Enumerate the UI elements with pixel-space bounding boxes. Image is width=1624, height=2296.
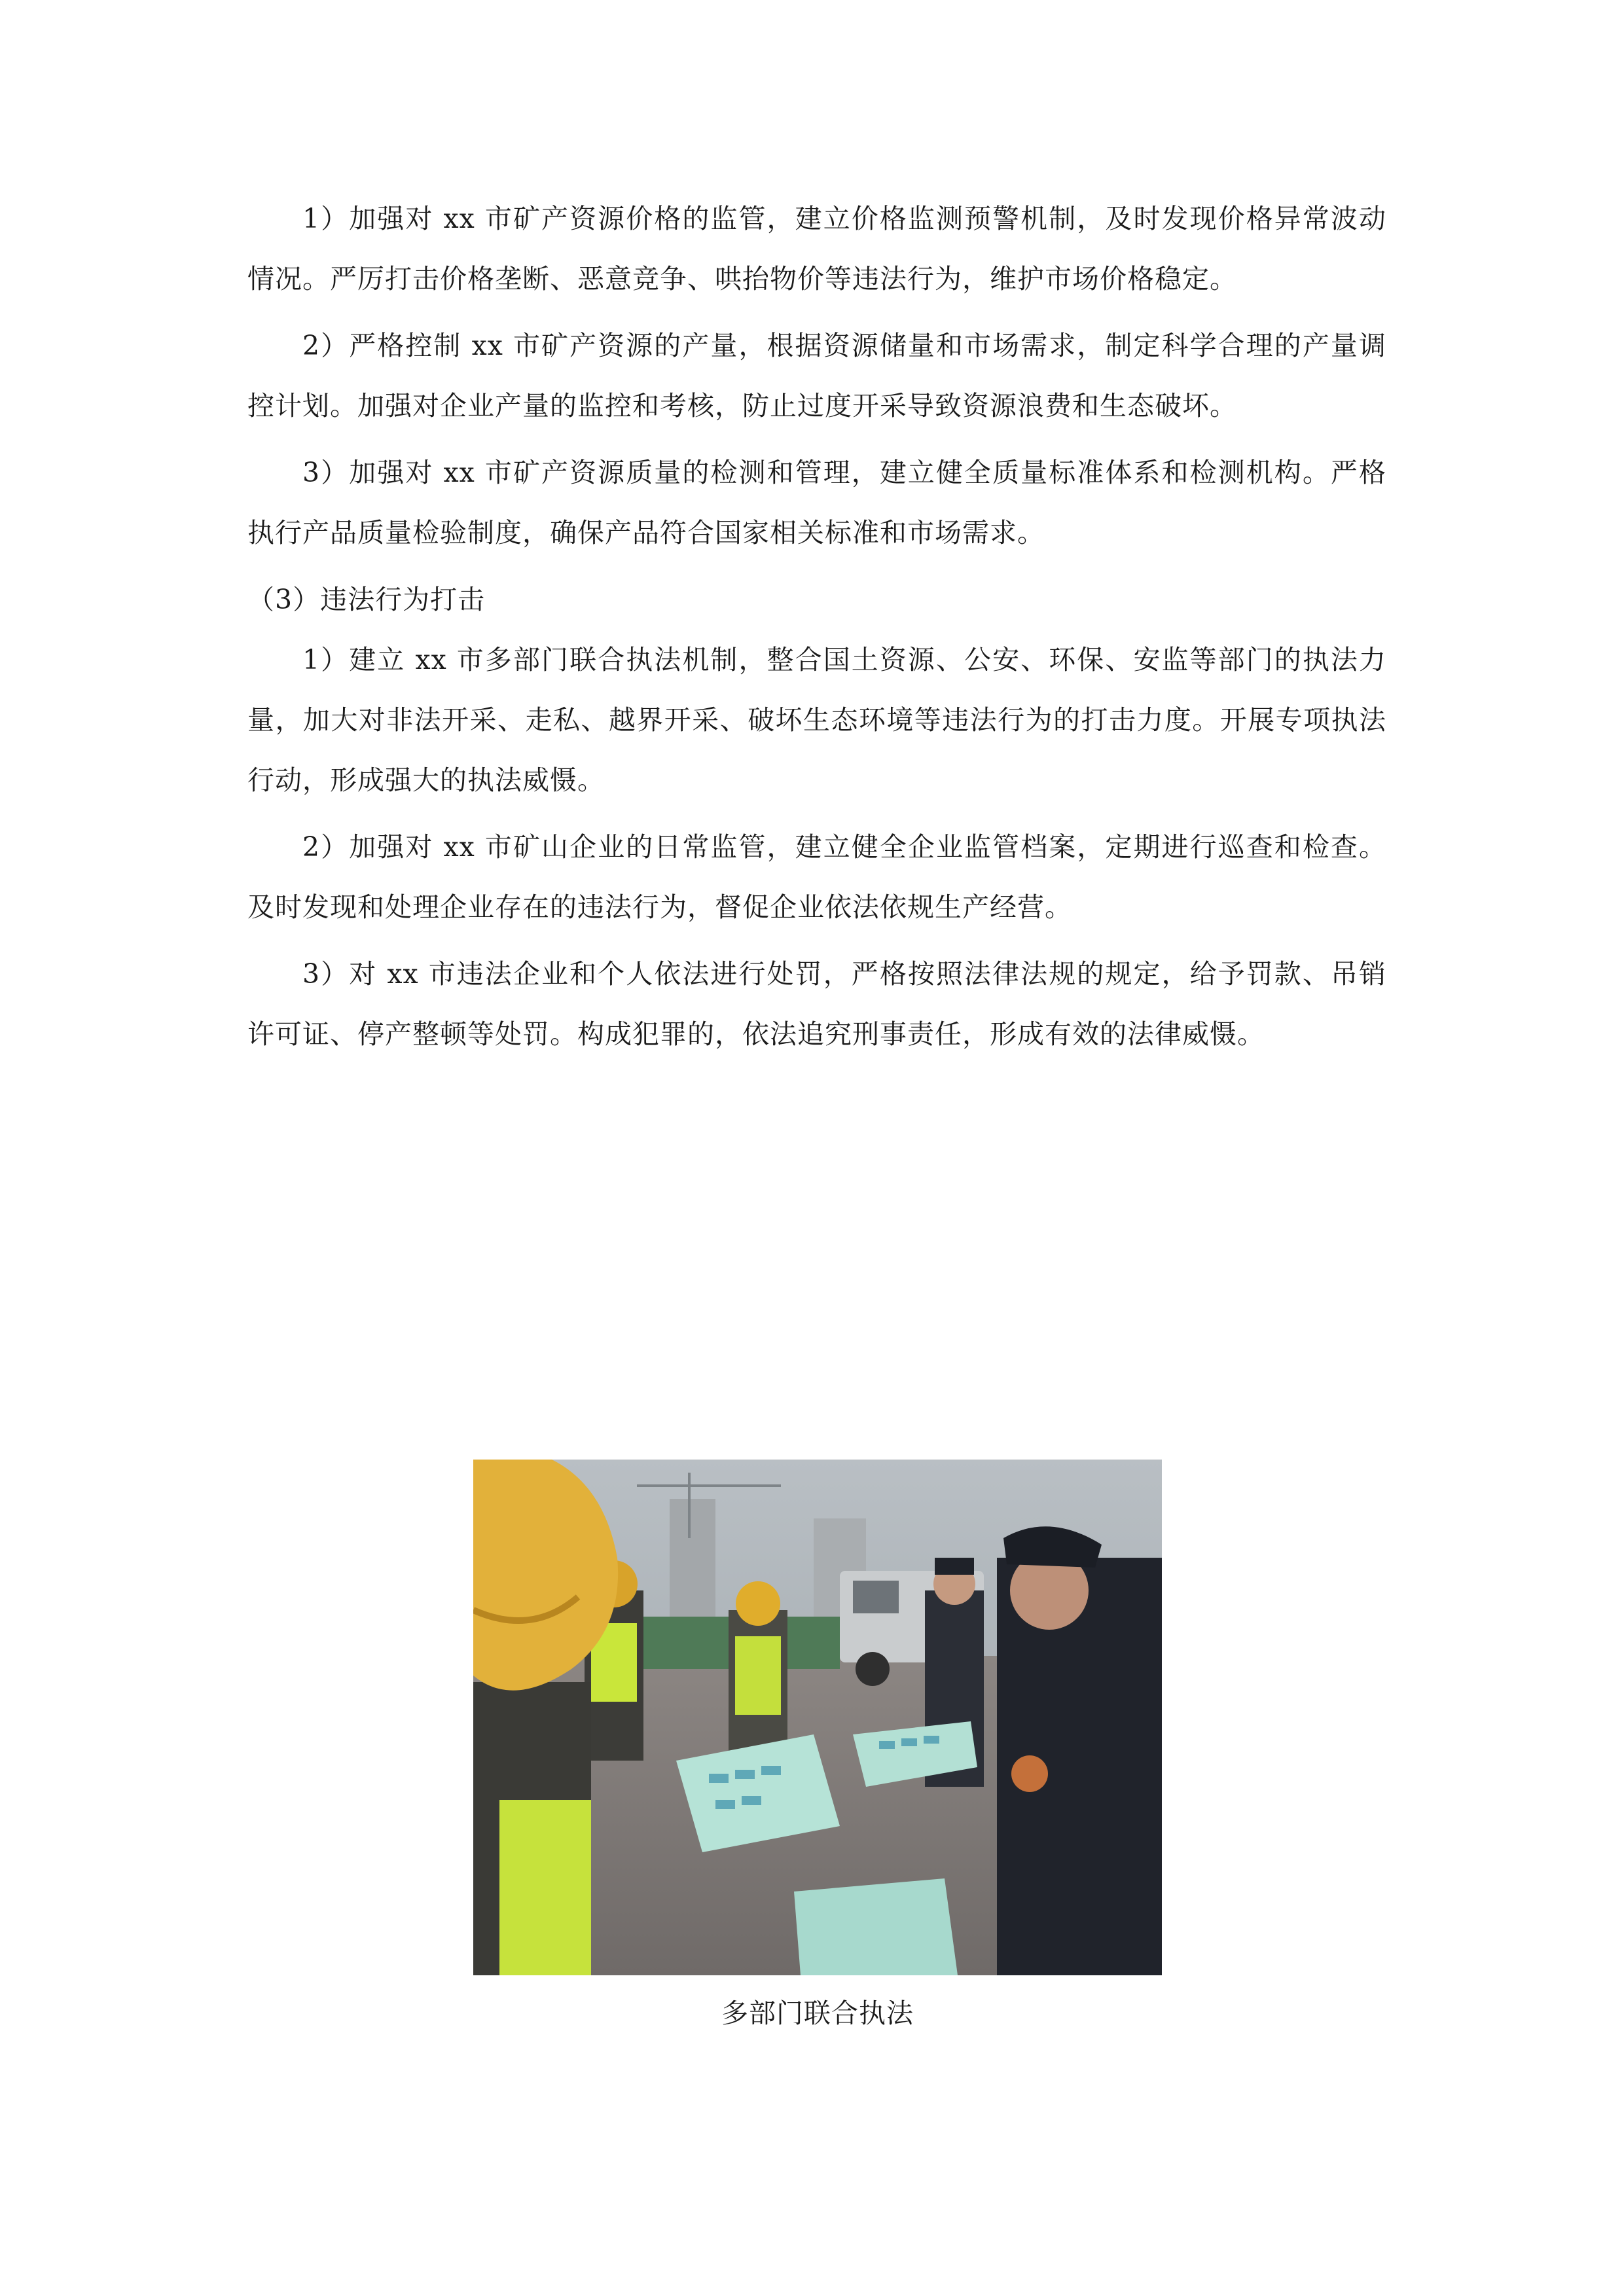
paragraph-penalties: 3）对 xx 市违法企业和个人依法进行处罚，严格按照法律法规的规定，给予罚款、吊销许可证、停产整顿等处罚。构成犯罪的，依法追究刑事责任，形成有效的法律威慑。 [247, 958, 1386, 1050]
paragraph-daily-supervision: 2）加强对 xx 市矿山企业的日常监管，建立健全企业监管档案，定期进行巡查和检查。及时发现和处理企业存在的违法行为，督促企业依法依规生产经营。 [247, 831, 1386, 923]
paragraph-price-supervision: 1）加强对 xx 市矿产资源价格的监管，建立价格监测预警机制，及时发现价格异常波动情况。严厉打击价格垄断、恶意竞争、哄抬物价等违法行为，维护市场价格稳定。 [247, 203, 1386, 295]
paragraph-joint-enforcement: 1）建立 xx 市多部门联合执法机制，整合国土资源、公安、环保、安监等部门的执法力量，加大对非法开采、走私、越界开采、破坏生态环境等违法行为的打击力度。开展专项执法行动，形成强大的执法威慑。 [247, 644, 1386, 796]
paragraph-quality-management: 3）加强对 xx 市矿产资源质量的检测和管理，建立健全质量标准体系和检测机构。严格执行产品质量检验制度，确保产品符合国家相关标准和市场需求。 [247, 457, 1386, 548]
section-heading-law-enforcement: （3）违法行为打击 [247, 584, 486, 615]
photo-illustration [473, 1460, 1162, 1975]
figure-caption: 多部门联合执法 [721, 1998, 914, 2029]
document-body [247, 188, 1386, 1071]
paragraph-output-control: 2）严格控制 xx 市矿产资源的产量，根据资源储量和市场需求，制定科学合理的产量调控计划。加强对企业产量的监控和考核，防止过度开采导致资源浪费和生态破坏。 [247, 330, 1386, 422]
photo-joint-enforcement [473, 1460, 1162, 1975]
